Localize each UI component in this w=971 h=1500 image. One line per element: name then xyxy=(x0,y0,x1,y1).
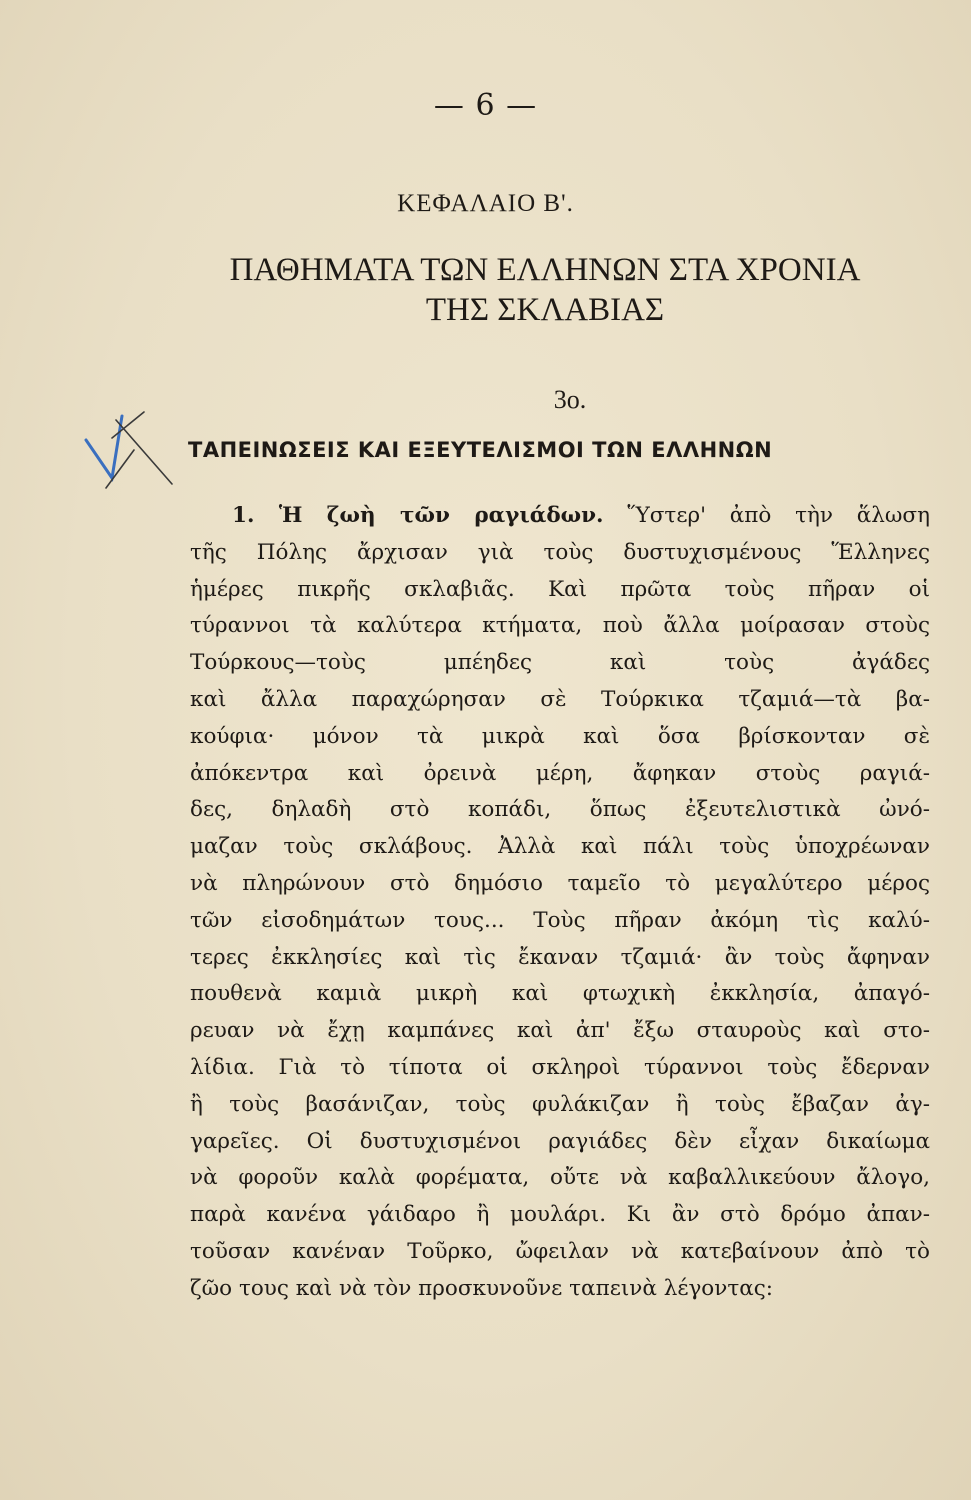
text-line-14: πουθενὰ καμιὰ μικρὴ καὶ φτωχικὴ ἐκκλησία, ἀπαγό- xyxy=(190,981,930,1007)
text-line-8: ἀπόκεντρα καὶ ὀρεινὰ μέρη, ἄφηκαν στοὺς ραγιά- xyxy=(190,760,930,786)
text-line-6: καὶ ἄλλα παραχώρησαν σὲ Τούρκικα τζαμιά—τὰ βα- xyxy=(190,686,930,712)
text-line-17: ἢ τοὺς βασάνιζαν, τοὺς φυλάκιζαν ἢ τοὺς ἔβαζαν ἀγ- xyxy=(190,1091,930,1117)
text-line-11: νὰ πληρώνουν στὸ δημόσιο ταμεῖο τὸ μεγαλύτερο μέρος xyxy=(190,870,930,896)
chapter-heading: ΚΕΦΑΛΑΙΟ Β'. xyxy=(397,190,574,217)
text-line-4: τύραννοι τὰ καλύτερα κτήματα, ποὺ ἄλλα μοίρασαν στοὺς xyxy=(190,613,930,639)
paragraph-lead: 1. Ἡ ζωὴ τῶν ραγιάδων. xyxy=(232,503,604,528)
text-line-1-rest: Ὕστερ' ἀπὸ τὴν ἅλωση xyxy=(627,503,930,528)
text-line-7: κούφια· μόνον τὰ μικρὰ καὶ ὅσα βρίσκονταν σὲ xyxy=(190,723,930,749)
section-heading: ΤΑΠΕΙΝΩΣΕΙΣ ΚΑΙ ΕΞΕΥΤΕΛΙΣΜΟΙ ΤΩΝ ΕΛΛΗΝΩΝ xyxy=(188,438,773,462)
body-text xyxy=(190,498,930,1308)
text-line-19: νὰ φοροῦν καλὰ φορέματα, οὔτε νὰ καβαλλικεύουν ἄλογο, xyxy=(190,1165,930,1191)
page-number: — 6 — xyxy=(433,88,538,123)
text-line-15: ρευαν νὰ ἔχῃ καμπάνες καὶ ἀπ' ἔξω σταυροὺς καὶ στο- xyxy=(190,1018,930,1044)
chapter-title-line-2: ΤΗΣ ΣΚΛΑΒΙΑΣ xyxy=(425,292,665,328)
text-line-5: Τούρκους—τοὺς μπέηδες καὶ τοὺς ἀγάδες xyxy=(190,650,930,676)
text-line-18: γαρεῖες. Οἱ δυστυχισμένοι ραγιάδες δὲν εἶχαν δικαίωμα xyxy=(190,1128,930,1154)
text-line-2: τῆς Πόλης ἄρχισαν γιὰ τοὺς δυστυχισμένους Ἕλληνες xyxy=(190,539,930,565)
chapter-title-line-1: ΠΑΘΗΜΑΤΑ ΤΩΝ ΕΛΛΗΝΩΝ ΣΤΑ ΧΡΟΝΙΑ xyxy=(229,252,861,288)
text-line-22: ζῶο τους καὶ νὰ τὸν προσκυνοῦνε ταπεινὰ λέγοντας: xyxy=(190,1275,774,1301)
text-line-9: δες, δηλαδὴ στὸ κοπάδι, ὅπως ἐξευτελιστικὰ ὠνό- xyxy=(190,797,930,823)
text-line-20: παρὰ κανένα γάιδαρο ἢ μουλάρι. Κι ἂν στὸ δρόμο ἀπαν- xyxy=(190,1202,930,1228)
chapter-title xyxy=(0,250,971,330)
text-line-21: τοῦσαν κανέναν Τοῦρκο, ὤφειλαν νὰ κατεβαίνουν ἀπὸ τὸ xyxy=(190,1238,930,1264)
handwritten-check-mark-icon xyxy=(82,398,182,498)
text-line-13: τερες ἐκκλησίες καὶ τὶς ἔκαναν τζαμιά· ἂν τοὺς ἄφηναν xyxy=(190,944,930,970)
text-line-3: ἡμέρες πικρῆς σκλαβιᾶς. Καὶ πρῶτα τοὺς πῆραν οἱ xyxy=(190,576,930,602)
text-line-1 xyxy=(190,498,930,535)
text-line-16: λίδια. Γιὰ τὸ τίποτα οἱ σκληροὶ τύραννοι τοὺς ἔδερναν xyxy=(190,1054,930,1080)
text-line-12: τῶν εἰσοδημάτων τους... Τοὺς πῆραν ἀκόμη τὶς καλύ- xyxy=(190,907,930,933)
section-number: 3ο. xyxy=(553,385,587,414)
text-line-10: μαζαν τοὺς σκλάβους. Ἀλλὰ καὶ πάλι τοὺς ὑποχρέωναν xyxy=(190,834,930,860)
